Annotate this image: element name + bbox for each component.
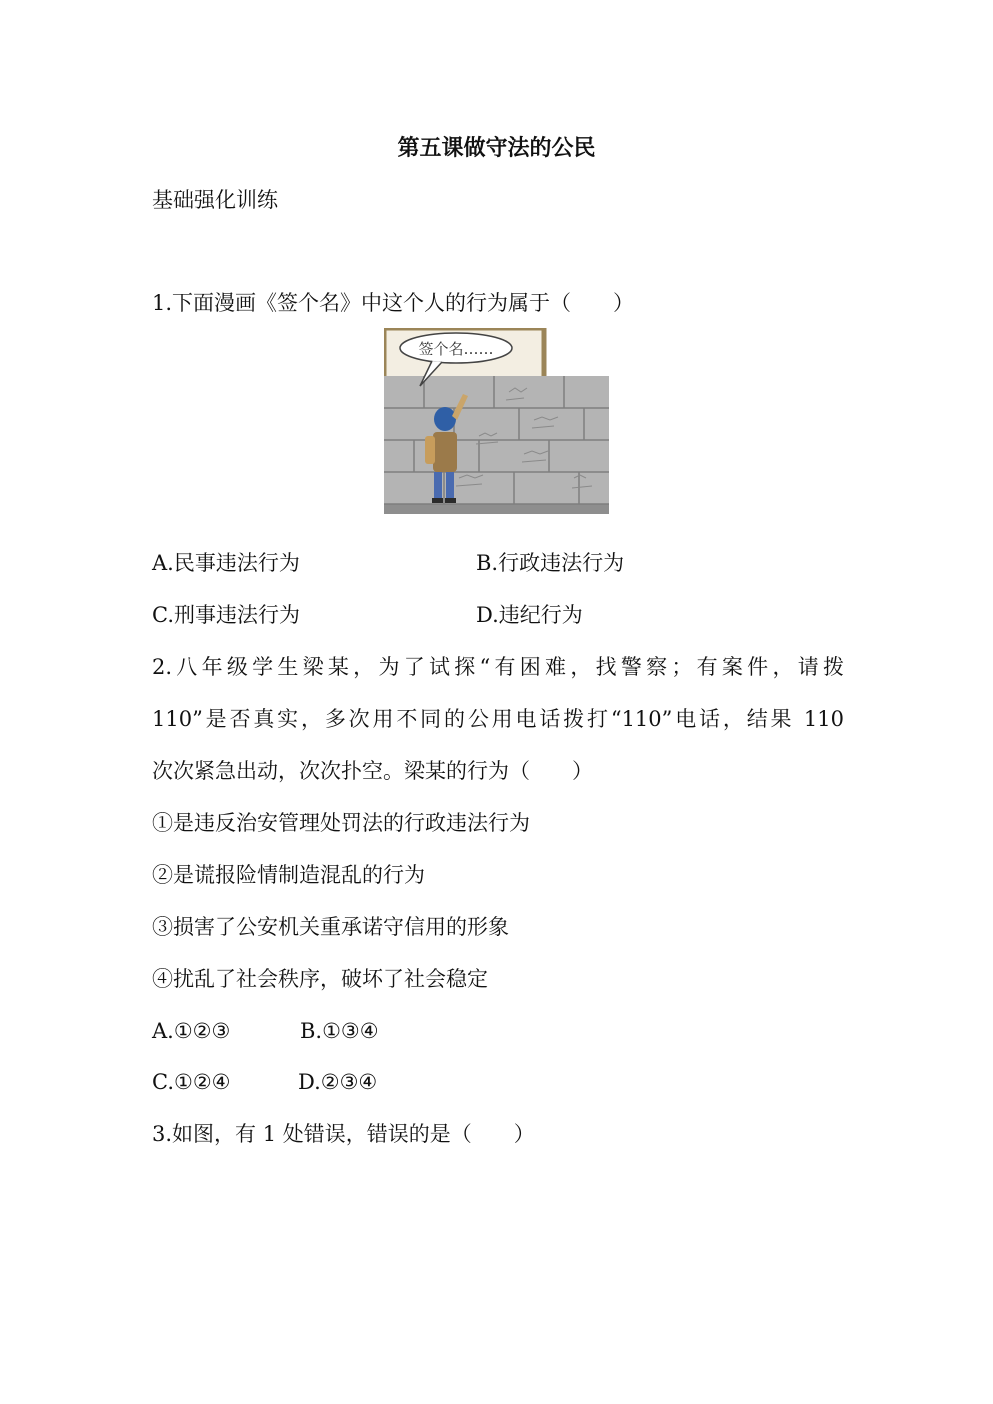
question-2-stem-line-1: 2.八年级学生梁某，为了试探“有困难，找警察；有案件，请拨 (152, 655, 844, 679)
q1-option-a: A.民事违法行为 (152, 551, 300, 575)
section-heading: 基础强化训练 (152, 188, 278, 212)
question-2-stem-line-2: 110”是否真实，多次用不同的公用电话拨打“110”电话，结果 110 (152, 707, 844, 731)
page-title: 第五课做守法的公民 (397, 135, 596, 161)
q2-statement-2: ②是谎报险情制造混乱的行为 (152, 863, 425, 887)
comic-speech-bubble-text: 签个名…… (418, 340, 494, 358)
comic-signing-wall-image (384, 328, 609, 514)
q2-statement-3: ③损害了公安机关重承诺守信用的形象 (152, 915, 509, 939)
q2-option-b: B.①③④ (300, 1019, 379, 1043)
q2-statement-4: ④扰乱了社会秩序，破坏了社会稳定 (152, 967, 488, 991)
q1-option-c: C.刑事违法行为 (152, 603, 300, 627)
question-3-stem: 3.如图，有 1 处错误，错误的是（ ） (152, 1122, 535, 1146)
q1-option-d: D.违纪行为 (476, 603, 583, 627)
q2-option-a: A.①②③ (152, 1019, 231, 1043)
q1-option-b: B.行政违法行为 (476, 551, 625, 575)
q2-statement-1: ①是违反治安管理处罚法的行政违法行为 (152, 811, 530, 835)
q2-option-c: C.①②④ (152, 1070, 231, 1094)
q2-option-d: D.②③④ (298, 1070, 378, 1094)
question-1-stem: 1.下面漫画《签个名》中这个人的行为属于（ ） (152, 291, 635, 315)
question-2-stem-line-3: 次次紧急出动，次次扑空。梁某的行为（ ） (152, 759, 593, 783)
